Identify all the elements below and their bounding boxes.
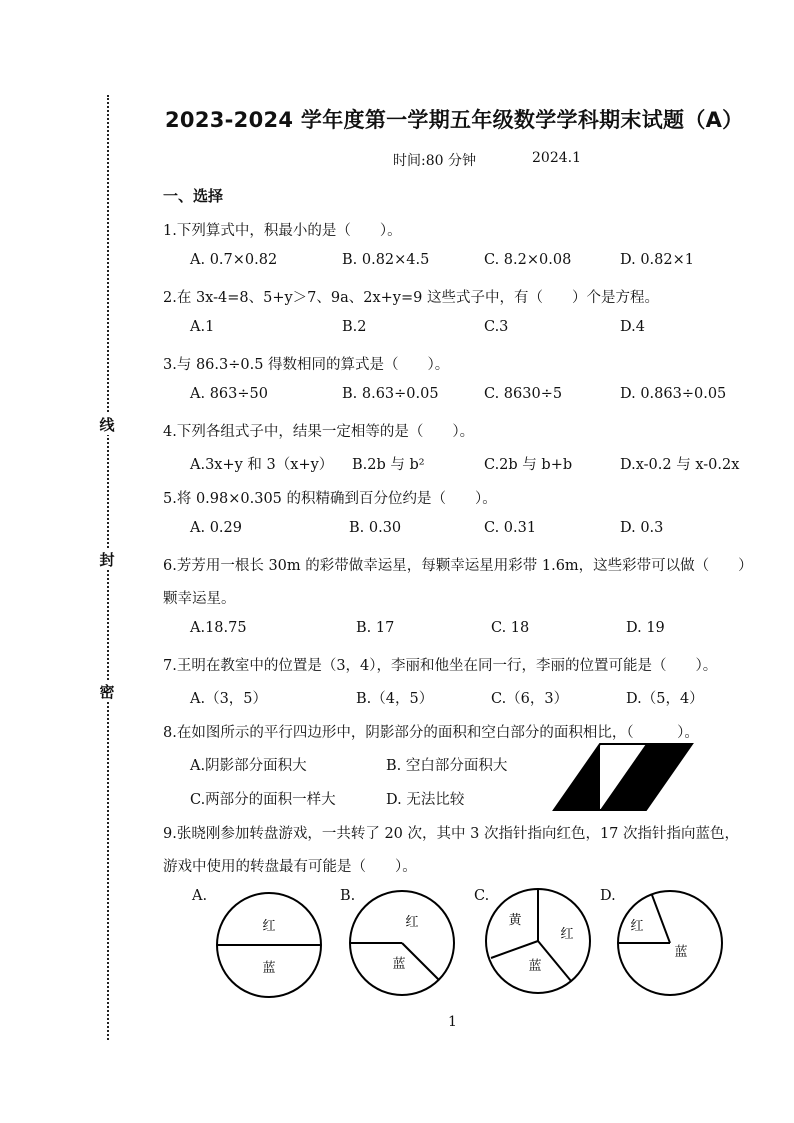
spinner-a-sector-blue: 蓝 (262, 961, 276, 976)
q1-option-c: C. 8.2×0.08 (484, 252, 572, 268)
parallelogram-figure (548, 740, 694, 814)
spinner-c-radius-3 (538, 941, 571, 981)
q2-option-b: B.2 (342, 319, 367, 335)
q3-option-c: C. 8630÷5 (484, 386, 563, 402)
question-7: 7.王明在教室中的位置是（3，4），李丽和他坐在同一行，李丽的位置可能是（ ）。 (163, 658, 718, 674)
question-6-cont: 颗幸运星。 (163, 591, 236, 607)
margin-char-mi: 密 (94, 681, 120, 702)
spinner-c-radius-2 (491, 941, 538, 958)
spinner-c-sector-red: 红 (560, 927, 574, 942)
q8-option-c: C.两部分的面积一样大 (190, 792, 336, 808)
question-5: 5.将 0.98×0.305 的积精确到百分位约是（ ）。 (163, 491, 497, 507)
question-9-cont: 游戏中使用的转盘最有可能是（ ）。 (163, 859, 417, 875)
spinner-c-label: C. (474, 888, 490, 904)
q4-option-c: C.2b 与 b+b (484, 457, 573, 473)
q8-option-d: D. 无法比较 (386, 792, 465, 808)
q6-option-c: C. 18 (491, 620, 530, 636)
spinner-b (347, 888, 457, 998)
page-number: 1 (448, 1014, 457, 1030)
q3-option-d: D. 0.863÷0.05 (620, 386, 727, 402)
q5-option-d: D. 0.3 (620, 520, 664, 536)
question-8: 8.在如图所示的平行四边形中，阴影部分的面积和空白部分的面积相比，（ ）。 (163, 725, 699, 741)
spinner-d (615, 888, 725, 998)
margin-char-xian: 线 (94, 414, 120, 435)
q1-option-b: B. 0.82×4.5 (342, 252, 430, 268)
q2-option-d: D.4 (620, 319, 645, 335)
exam-date: 2024.1 (532, 150, 581, 166)
spinner-c-sector-yellow: 黄 (508, 913, 522, 928)
spinner-b-sector-blue: 蓝 (392, 957, 406, 972)
spinner-d-sector-red: 红 (630, 919, 644, 934)
q7-option-d: D.（5，4） (626, 691, 704, 707)
q5-option-b: B. 0.30 (349, 520, 402, 536)
question-3: 3.与 86.3÷0.5 得数相同的算式是（ ）。 (163, 357, 450, 373)
q8-option-a: A.阴影部分面积大 (190, 758, 307, 774)
q7-option-b: B.（4，5） (356, 691, 434, 707)
question-9: 9.张晓刚参加转盘游戏，一共转了 20 次，其中 3 次指针指向红色，17 次指针指向蓝色， (163, 826, 740, 842)
q4-option-a: A.3x+y 和 3（x+y） (190, 457, 334, 473)
question-2: 2.在 3x-4=8、5+y＞7、9a、2x+y=9 这些式子中，有（ ）个是方程。 (163, 290, 659, 306)
q8-option-b: B. 空白部分面积大 (386, 758, 508, 774)
page-title: 2023-2024 学年度第一学期五年级数学学科期末试题（A） (165, 108, 744, 132)
question-6: 6.芳芳用一根长 30m 的彩带做幸运星，每颗幸运星用彩带 1.6m，这些彩带可以做（ ） (163, 558, 753, 574)
q1-option-a: A. 0.7×0.82 (190, 252, 278, 268)
q3-option-b: B. 8.63÷0.05 (342, 386, 439, 402)
shaded-triangle-2 (600, 744, 646, 810)
time-label: 时间:80 分钟 (393, 153, 476, 169)
q5-option-a: A. 0.29 (190, 520, 242, 536)
q1-option-d: D. 0.82×1 (620, 252, 694, 268)
spinner-d-sector-blue: 蓝 (674, 945, 688, 960)
spinner-c-sector-blue: 蓝 (528, 959, 542, 974)
spinner-b-label: B. (340, 888, 356, 904)
q7-option-c: C.（6，3） (491, 691, 569, 707)
spinner-a-sector-red: 红 (262, 919, 276, 934)
q2-option-a: A.1 (190, 319, 215, 335)
spinner-d-label: D. (600, 888, 616, 904)
section-title: 一、选择 (163, 187, 224, 205)
q4-option-d: D.x-0.2 与 x-0.2x (620, 457, 740, 473)
q4-option-b: B.2b 与 b² (352, 457, 425, 473)
spinner-a-label: A. (192, 888, 208, 904)
spinner-b-radius-2 (402, 943, 439, 980)
q6-option-d: D. 19 (626, 620, 665, 636)
question-4: 4.下列各组式子中，结果一定相等的是（ ）。 (163, 424, 475, 440)
q2-option-c: C.3 (484, 319, 509, 335)
q5-option-c: C. 0.31 (484, 520, 537, 536)
q6-option-a: A.18.75 (190, 620, 247, 636)
spinner-d-radius-2 (652, 895, 670, 943)
margin-char-feng: 封 (94, 549, 120, 570)
q7-option-a: A.（3，5） (190, 691, 268, 707)
spinner-b-sector-red: 红 (405, 915, 419, 930)
q3-option-a: A. 863÷50 (190, 386, 268, 402)
spinner-a (214, 890, 324, 1000)
spinner-c (483, 886, 593, 996)
question-1: 1.下列算式中，积最小的是（ ）。 (163, 223, 402, 239)
q6-option-b: B. 17 (356, 620, 395, 636)
